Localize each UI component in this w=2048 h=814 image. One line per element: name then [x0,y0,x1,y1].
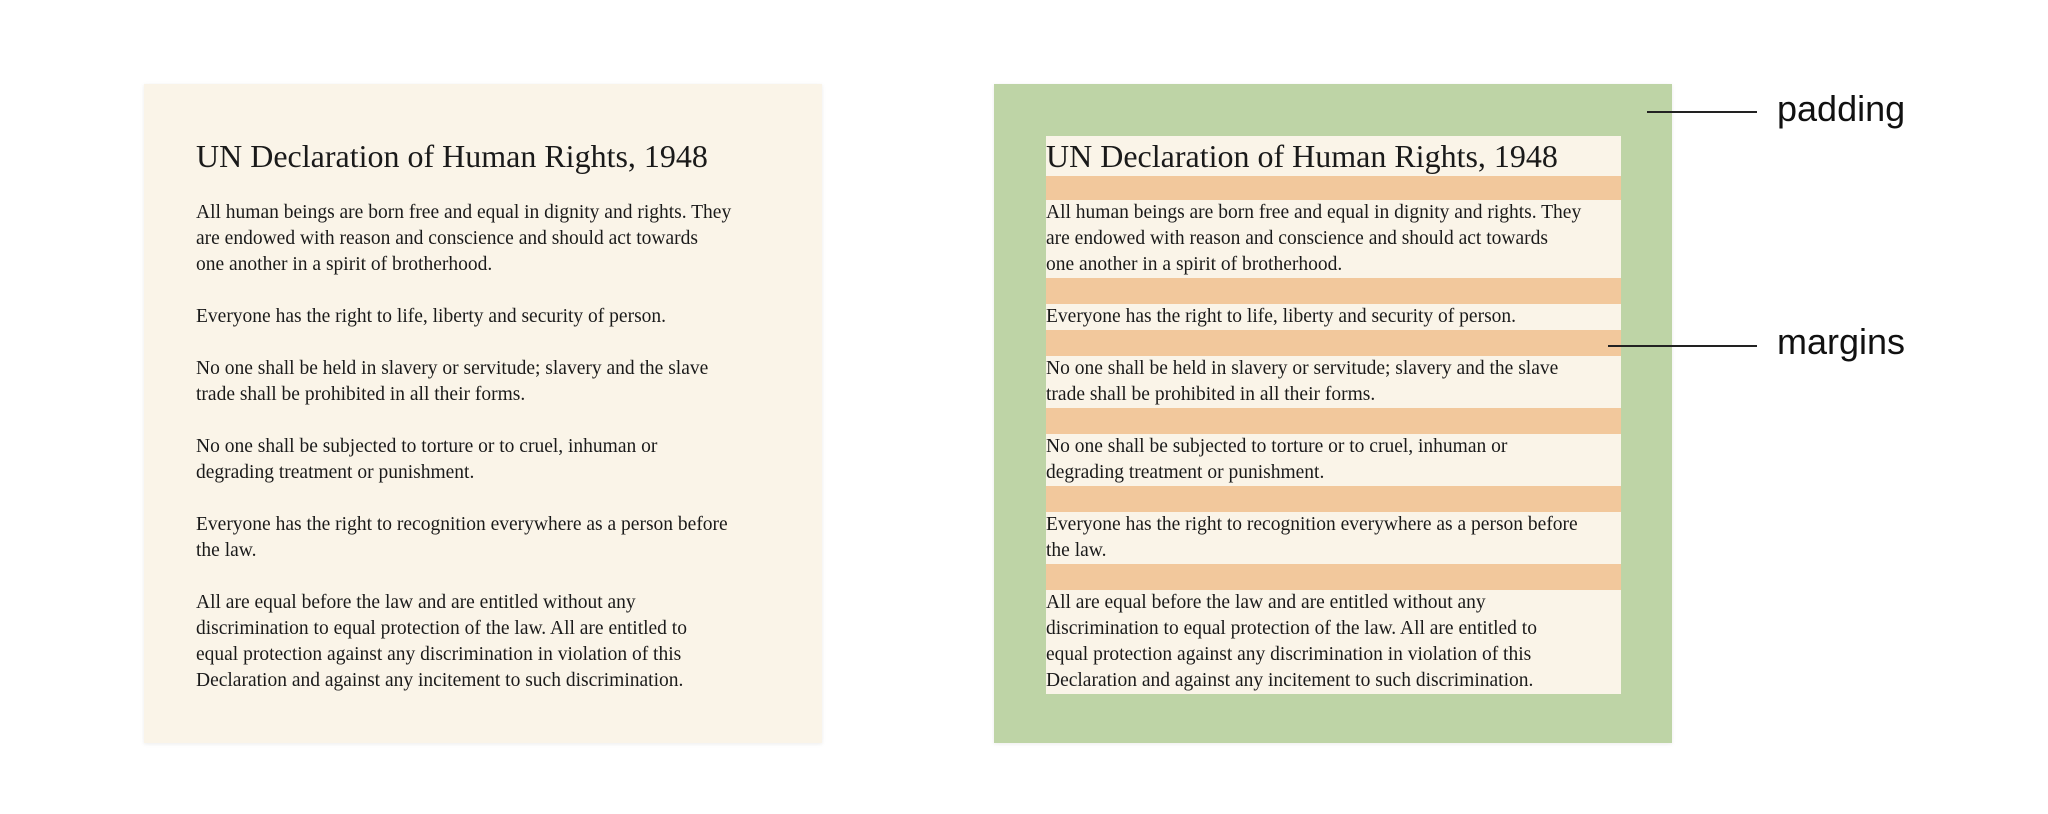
document-title: UN Declaration of Human Rights, 1948 [196,138,708,174]
paragraph-line: discrimination to equal protection of the law. All are entitled to [1046,618,1537,639]
paragraph-line: Everyone has the right to recognition everywhere as a person before [196,514,728,535]
paragraph [1046,200,1621,278]
paragraph [196,590,771,694]
paragraph-line: one another in a spirit of brotherhood. [1046,254,1343,275]
document-content [196,136,771,694]
paragraph-spacing [196,486,771,512]
paragraph-line: All are equal before the law and are entitled without any [196,592,636,613]
paragraph-line: Everyone has the right to life, liberty and security of person. [196,306,667,327]
paragraph [196,434,771,486]
paragraph-margin [1046,486,1621,512]
paragraph-line: one another in a spirit of brotherhood. [196,254,493,275]
paragraph-line: All human beings are born free and equal in dignity and rights. They [196,202,732,223]
margins-leader-line [1608,345,1757,347]
paragraph [1046,512,1621,564]
paragraph [1046,304,1621,330]
paragraph-spacing [196,278,771,304]
annotated-document-content [1046,136,1621,694]
paragraph-line: All human beings are born free and equal in dignity and rights. They [1046,202,1582,223]
paragraph-line: the law. [196,540,257,561]
padding-label: padding [1777,88,1906,129]
document-card [144,84,822,743]
paragraph-line: No one shall be held in slavery or servitude; slavery and the slave [1046,358,1559,379]
paragraph-line: trade shall be prohibited in all their forms. [1046,384,1376,405]
paragraph-line: the law. [1046,540,1107,561]
paragraph-line: Declaration and against any incitement to such discrimination. [196,670,684,691]
paragraph [1046,356,1621,408]
paragraph [196,512,771,564]
paragraph-line: No one shall be subjected to torture or to cruel, inhuman or [196,436,658,457]
title-margin [1046,176,1621,200]
paragraph-line: equal protection against any discrimination in violation of this [196,644,682,665]
paragraph-line: No one shall be held in slavery or servitude; slavery and the slave [196,358,709,379]
paragraph-line: trade shall be prohibited in all their forms. [196,384,526,405]
paragraph-line: equal protection against any discrimination in violation of this [1046,644,1532,665]
paragraph-line: degrading treatment or punishment. [1046,462,1325,483]
paragraph-line: All are equal before the law and are entitled without any [1046,592,1486,613]
paragraph-margin [1046,330,1621,356]
paragraph [196,200,771,278]
paragraph-margin [1046,278,1621,304]
paragraph-line: Everyone has the right to recognition everywhere as a person before [1046,514,1578,535]
paragraph-line: Declaration and against any incitement to such discrimination. [1046,670,1534,691]
paragraph-line: are endowed with reason and conscience and should act towards [196,228,698,249]
paragraph-line: Everyone has the right to life, liberty and security of person. [1046,306,1517,327]
document-title: UN Declaration of Human Rights, 1948 [1046,136,1621,176]
paragraph-line: degrading treatment or punishment. [196,462,475,483]
paragraph-spacing [196,564,771,590]
paragraph-spacing [196,408,771,434]
paragraph-margin [1046,408,1621,434]
padding-leader-line [1647,111,1757,113]
margins-label: margins [1777,321,1906,362]
paragraph-margin [1046,564,1621,590]
paragraph-line: are endowed with reason and conscience and should act towards [1046,228,1548,249]
paragraph-spacing [196,330,771,356]
paragraph-line: No one shall be subjected to torture or to cruel, inhuman or [1046,436,1508,457]
paragraph [196,304,771,330]
paragraph [196,356,771,408]
paragraph-line: discrimination to equal protection of the law. All are entitled to [196,618,687,639]
annotated-document-card [994,84,1672,743]
title-spacing [196,176,771,200]
paragraph [1046,434,1621,486]
paragraph [1046,590,1621,694]
